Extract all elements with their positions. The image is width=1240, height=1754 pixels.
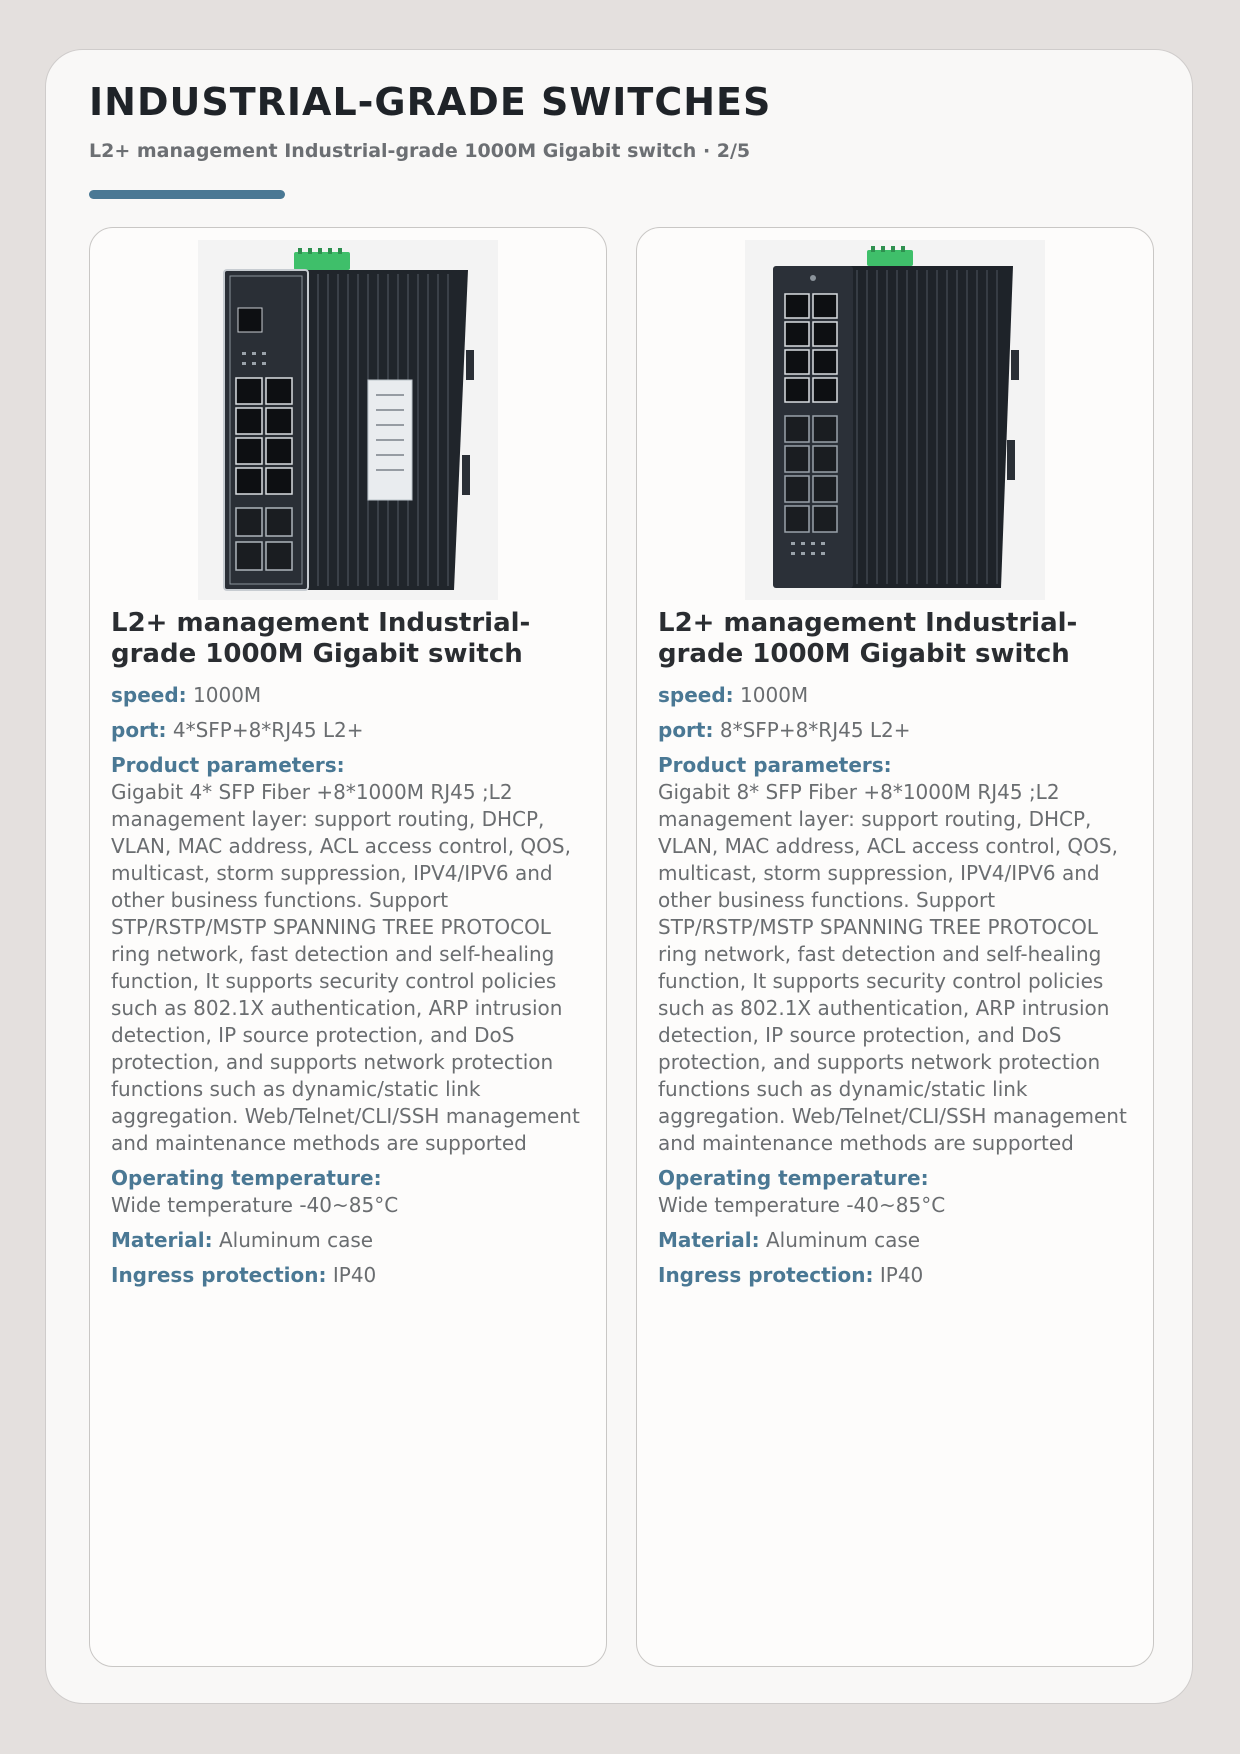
spec-label: Operating temperature: [658,1166,929,1190]
spec-value: Gigabit 4* SFP Fiber +8*1000M RJ45 ;L2 management layer: support routing, DHCP, VLAN, MAC address, ACL access control, QOS, multicast, storm suppression, IPV4/IPV6 and other business functions. Support STP/RSTP/MSTP SPANNING TREE PROTOCOL ring network, fast detection and self-healing function, It supports security control policies such as 802.1X authentication, ARP intrusion detection, IP source protection, and DoS protection, and supports network protection functions such as dynamic/static link aggregation. Web/Telnet/CLI/SSH management and maintenance methods are supported [111,780,580,1155]
spec-label: Operating temperature: [111,1166,382,1190]
spec-label: Product parameters: [658,753,892,777]
product-card [636,227,1154,1667]
product-details [111,608,589,1297]
spec-value: Wide temperature -40~85°C [658,1193,946,1217]
spec-label: Material: [658,1228,760,1252]
product-title: L2+ management Industrial-grade 1000M Gigabit switch [111,608,531,669]
industrial-switch-4sfp-8rj45-icon [198,240,498,600]
spec-value: 1000M [193,683,262,707]
page-title: INDUSTRIAL-GRADE SWITCHES [89,80,772,124]
spec-value: IP40 [332,1263,377,1287]
spec-value: Wide temperature -40~85°C [111,1193,399,1217]
spec-value: Aluminum case [218,1228,374,1252]
spec-label: port: [111,718,167,742]
spec-label: speed: [111,683,187,707]
spec-ingress [111,1262,589,1289]
spec-value: 8*SFP+8*RJ45 L2+ [719,718,911,742]
spec-value: IP40 [879,1263,924,1287]
spec-value: 4*SFP+8*RJ45 L2+ [172,718,364,742]
industrial-switch-8sfp-8rj45-icon [745,240,1045,600]
spec-speed [111,682,589,709]
spec-value: Aluminum case [765,1228,921,1252]
spec-label: port: [658,718,714,742]
spec-temperature [658,1165,1136,1219]
spec-label: Ingress protection: [111,1263,327,1287]
product-details [658,608,1136,1297]
spec-material [111,1227,589,1254]
spec-value: 1000M [740,683,809,707]
page-subtitle: L2+ management Industrial-grade 1000M Gigabit switch · 2/5 [89,140,751,162]
spec-label: Material: [111,1228,213,1252]
spec-label: Product parameters: [111,753,345,777]
spec-parameters [111,752,589,1157]
product-title: L2+ management Industrial-grade 1000M Gigabit switch [658,608,1078,669]
spec-material [658,1227,1136,1254]
product-card [89,227,607,1667]
spec-parameters [658,752,1136,1157]
spec-label: speed: [658,683,734,707]
catalog-page [45,49,1193,1704]
spec-label: Ingress protection: [658,1263,874,1287]
spec-speed [658,682,1136,709]
spec-temperature [111,1165,589,1219]
spec-value: Gigabit 8* SFP Fiber +8*1000M RJ45 ;L2 management layer: support routing, DHCP, VLAN, MAC address, ACL access control, QOS, multicast, storm suppression, IPV4/IPV6 and other business functions. Support STP/RSTP/MSTP SPANNING TREE PROTOCOL ring network, fast detection and self-healing function, It supports security control policies such as 802.1X authentication, ARP intrusion detection, IP source protection, and DoS protection, and supports network protection functions such as dynamic/static link aggregation. Web/Telnet/CLI/SSH management and maintenance methods are supported [658,780,1127,1155]
accent-divider [89,190,285,199]
spec-port [658,717,1136,744]
spec-ingress [658,1262,1136,1289]
spec-port [111,717,589,744]
